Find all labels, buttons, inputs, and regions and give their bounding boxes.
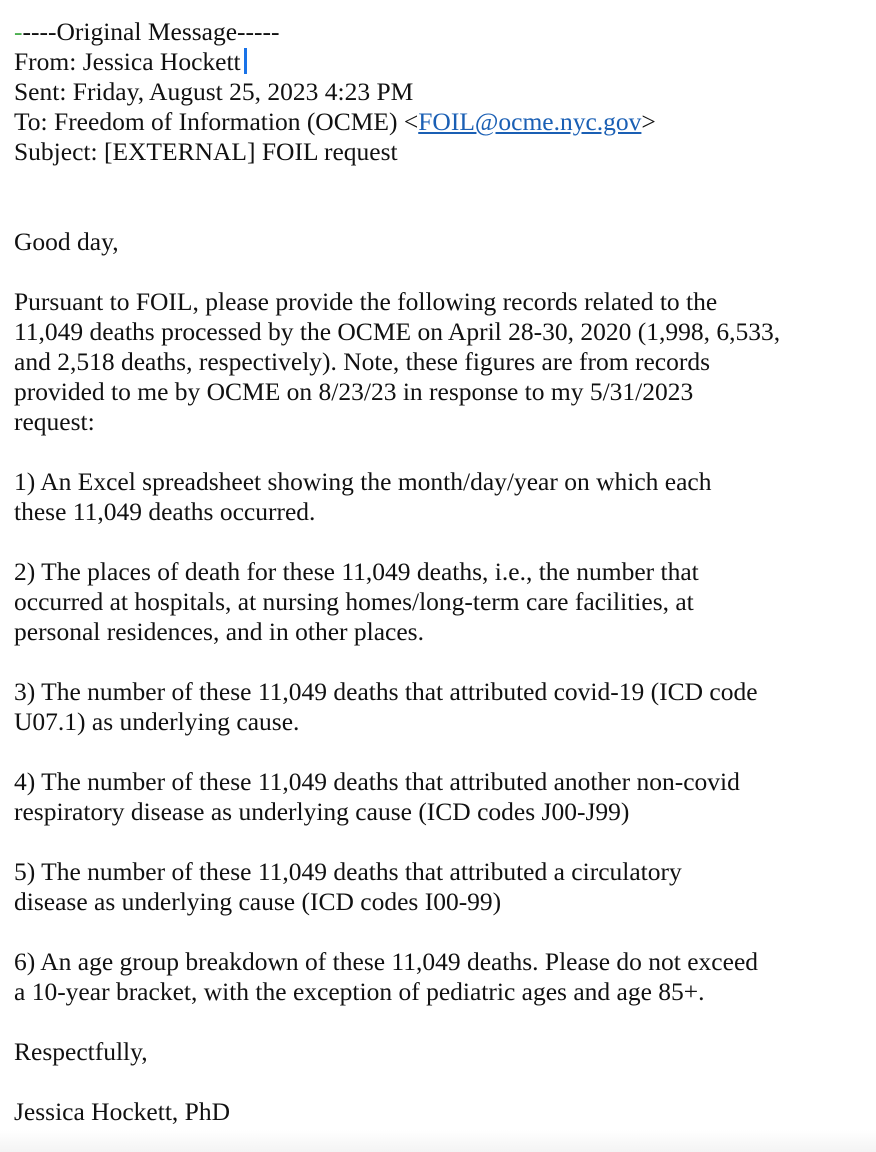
request-item-2 — [14, 557, 872, 647]
intro-line: request: — [14, 407, 95, 436]
to-line — [14, 107, 872, 137]
spacer — [14, 437, 872, 467]
spacer — [14, 257, 872, 287]
item-line: 4) The number of these 11,049 deaths that attributed another non-covid — [14, 767, 740, 796]
item-line: U07.1) as underlying cause. — [14, 707, 300, 736]
to-prefix: To: Freedom of Information (OCME) < — [14, 107, 419, 136]
intro-line: 11,049 deaths processed by the OCME on April 28-30, 2020 (1,998, 6,533, — [14, 317, 781, 346]
signature: Jessica Hockett, PhD — [14, 1097, 231, 1126]
spacer — [14, 1067, 872, 1097]
item-line: 1) An Excel spreadsheet showing the month/day/year on which each — [14, 467, 712, 496]
item-line: 6) An age group breakdown of these 11,049 deaths. Please do not exceed — [14, 947, 759, 976]
spacer — [14, 917, 872, 947]
item-line: 5) The number of these 11,049 deaths that attributed a circulatory — [14, 857, 682, 886]
from-label: From: — [14, 47, 83, 76]
intro-paragraph — [14, 287, 872, 437]
intro-line: provided to me by OCME on 8/23/23 in response to my 5/31/2023 — [14, 377, 694, 406]
to-suffix: > — [641, 107, 656, 136]
intro-line: Pursuant to FOIL, please provide the following records related to the — [14, 287, 718, 316]
request-item-1 — [14, 467, 872, 527]
sent-line: Sent: Friday, August 25, 2023 4:23 PM — [14, 77, 414, 106]
from-value[interactable]: Jessica Hockett — [82, 47, 241, 76]
greeting: Good day, — [14, 227, 119, 256]
original-message-dash: - — [14, 17, 23, 46]
item-line: 3) The number of these 11,049 deaths that attributed covid-19 (ICD code — [14, 677, 758, 706]
spacer — [14, 737, 872, 767]
request-item-5 — [14, 857, 872, 917]
intro-line: and 2,518 deaths, respectively). Note, these figures are from records — [14, 347, 711, 376]
email-document — [14, 17, 872, 1127]
subject-line: Subject: [EXTERNAL] FOIL request — [14, 137, 398, 166]
spacer — [14, 167, 872, 227]
item-line: a 10-year bracket, with the exception of pediatric ages and age 85+. — [14, 977, 705, 1006]
request-item-6 — [14, 947, 872, 1007]
text-cursor — [244, 48, 247, 74]
request-item-4 — [14, 767, 872, 827]
original-message-line — [14, 17, 872, 47]
item-line: respiratory disease as underlying cause (ICD codes J00-J99) — [14, 797, 630, 826]
item-line: 2) The places of death for these 11,049 deaths, i.e., the number that — [14, 557, 699, 586]
item-line: personal residences, and in other places. — [14, 617, 424, 646]
spacer — [14, 527, 872, 557]
closing: Respectfully, — [14, 1037, 148, 1066]
spacer — [14, 1007, 872, 1037]
item-line: these 11,049 deaths occurred. — [14, 497, 316, 526]
spacer — [14, 647, 872, 677]
from-line — [14, 47, 872, 77]
item-line: occurred at hospitals, at nursing homes/long-term care facilities, at — [14, 587, 694, 616]
to-email-link[interactable]: FOIL@ocme.nyc.gov — [418, 107, 642, 136]
spacer — [14, 827, 872, 857]
request-item-3 — [14, 677, 872, 737]
bottom-shadow — [0, 1130, 876, 1152]
original-message-label: ----Original Message----- — [22, 17, 280, 46]
item-line: disease as underlying cause (ICD codes I00-99) — [14, 887, 502, 916]
